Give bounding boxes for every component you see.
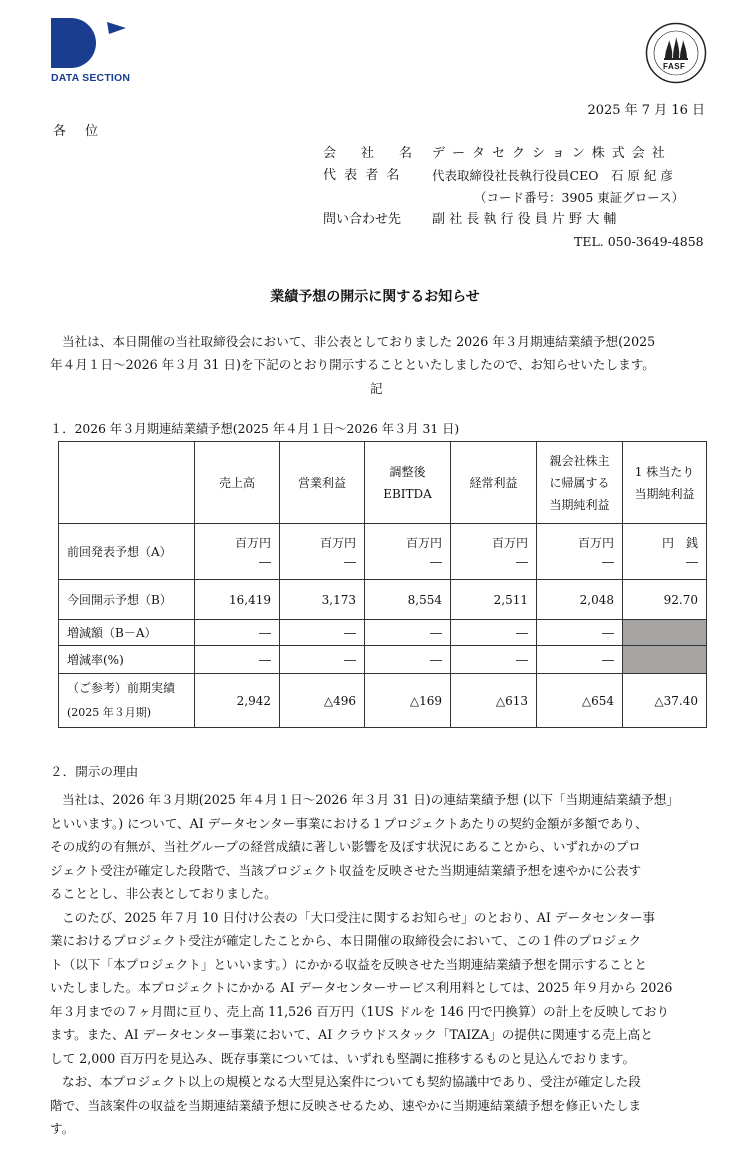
table-row-prev [59,524,707,580]
section1-heading: １．2026 年３月期連結業績予想(2025 年４月１日～2026 年３月 31 日) [50,422,460,436]
col-ordinary-profit: 経常利益 [451,442,537,524]
forecast-table [58,441,707,728]
cell: 百万円 ― [451,524,537,580]
body-line: 年３月までの７ヶ月間に亘り、売上高 11,526 百万円（1US ドルを 146 円で円換算）の計上を反映しており [50,1003,670,1019]
cell: 3,173 [280,580,365,620]
cell: △496 [280,674,365,728]
cell: 百万円 ― [195,524,280,580]
contact-name: 副 社 長 執 行 役 員 片 野 大 輔 [432,212,617,227]
section2-heading: ２．開示の理由 [50,764,139,779]
col-sales: 売上高 [195,442,280,524]
cell: ― [451,620,537,646]
rep-name: 代表取締役社長執行役員CEO 石 原 紀 彦 [432,168,673,183]
contact-tel: TEL. 050-3649-4858 [574,234,704,249]
cell: 92.70 [623,580,707,620]
company-logo [51,18,131,88]
ki-label: 記 [370,381,383,396]
shaded-cell [623,646,707,674]
header-empty-cell [59,442,195,524]
company-label: 会 社 名 [323,146,419,161]
row-label-ref: （ご参考）前期実績 (2025 年３月期) [59,674,195,728]
body-line: ト（以下「本プロジェクト」といいます。）にかかる収益を反映させた当期連結業績予想を開示することと [50,956,647,972]
cell: △613 [451,674,537,728]
intro-line-1: 当社は、本日開催の当社取締役会において、非公表としておりました 2026 年３月期連結業績予想(2025 [62,334,656,349]
document-title: 業績予想の開示に関するお知らせ [270,289,480,305]
col-ebitda: 調整後 EBITDA [365,442,451,524]
body-line: 業におけるプロジェクト受注が確定したことから、本日開催の取締役会において、この１件のプロジェク [50,933,642,948]
cell: 2,048 [537,580,623,620]
row-label-rate: 増減率(%) [59,646,195,674]
table-row-diff [59,620,707,646]
table-row-ref [59,674,707,728]
body-line: 階で、当該案件の収益を当期連結業績予想に反映させるため、速やかに当期連結業績予想を修正いたしま [50,1097,642,1113]
table-header-row [59,442,707,524]
row-label-curr: 今回開示予想（B） [59,580,195,620]
cell: 百万円 ― [537,524,623,580]
cell: 2,942 [195,674,280,728]
row-label-diff: 増減額（B－A） [59,620,195,646]
cell: ― [537,646,623,674]
cell: 2,511 [451,580,537,620]
cell: ― [195,646,280,674]
body-line: といいます。) について、AI データセンター事業における１プロジェクトあたりの契約金額が多額であり、 [50,815,648,831]
cell: ― [195,620,280,646]
body-line: その成約の有無が、当社グループの経営成績に著しい影響を及ぼす状況にあることから、いずれかのプロ [50,839,641,854]
data-section-logo-icon [51,18,131,68]
intro-line-2: 年４月１日～2026 年３月 31 日)を下記のとおり開示することといたしましたので、お知らせいたします。 [50,357,655,372]
body-line: なお、本プロジェクト以上の規模となる大型見込案件についても契約協議中であり、受注が確定した段 [62,1074,641,1089]
cell: ― [365,620,451,646]
table-row-curr [59,580,707,620]
cell: ― [280,646,365,674]
shaded-cell [623,620,707,646]
cell: △37.40 [623,674,707,728]
cell: △169 [365,674,451,728]
body-line: して 2,000 百万円を見込み、既存事業については、いずれも堅調に推移するものと見込んでおります。 [50,1050,636,1066]
logo-text: DATA SECTION [51,72,131,84]
contact-label: 問い合わせ先 [323,212,402,227]
col-op-profit: 営業利益 [280,442,365,524]
body-line: ます。また、AI データセンター事業において、AI クラウドスタック「TAIZA」の提供に関連する売上高と [50,1027,653,1042]
cell: ― [280,620,365,646]
cell: ― [537,620,623,646]
cell: ― [451,646,537,674]
cell: 百万円 ― [280,524,365,580]
col-eps: 1 株当たり 当期純利益 [623,442,707,524]
company-name: データセクション株式会社 [432,146,672,161]
cell: ― [365,646,451,674]
row-label-prev: 前回発表予想（A） [59,524,195,580]
fasf-label: FASF [663,62,686,71]
fasf-badge [645,22,707,84]
addressee: 各 位 [53,124,102,139]
date: 2025 年 7 月 16 日 [587,103,705,118]
section2-body [50,788,710,1141]
cell: 百万円 ― [365,524,451,580]
col-net-income: 親会社株主 に帰属する 当期純利益 [537,442,623,524]
fasf-seal-icon [645,22,707,84]
table-row-rate [59,646,707,674]
body-line: ることとし、非公表としておりました。 [50,886,277,901]
cell: 8,554 [365,580,451,620]
body-line: す。 [50,1121,75,1136]
body-line: 当社は、2026 年３月期(2025 年４月１日～2026 年３月 31 日)の連結業績予想 (以下「当期連結業績予想」 [62,792,679,807]
cell: △654 [537,674,623,728]
rep-label: 代 表 者 名 [323,168,402,183]
stock-code: （コード番号：3905 東証グロース） [474,190,685,205]
cell: 16,419 [195,580,280,620]
body-line: いたしました。本プロジェクトにかかる AI データセンターサービス利用料としては、2025 年９月から 2026 [50,980,673,995]
body-line: ジェクト受注が確定した段階で、当該プロジェクト収益を反映させた当期連結業績予想を速やかに公表す [50,862,642,878]
body-line: このたび、2025 年７月 10 日付け公表の「大口受注に関するお知らせ」のとおり、AI データセンター事 [62,909,656,925]
cell: 円 銭 ― [623,524,707,580]
